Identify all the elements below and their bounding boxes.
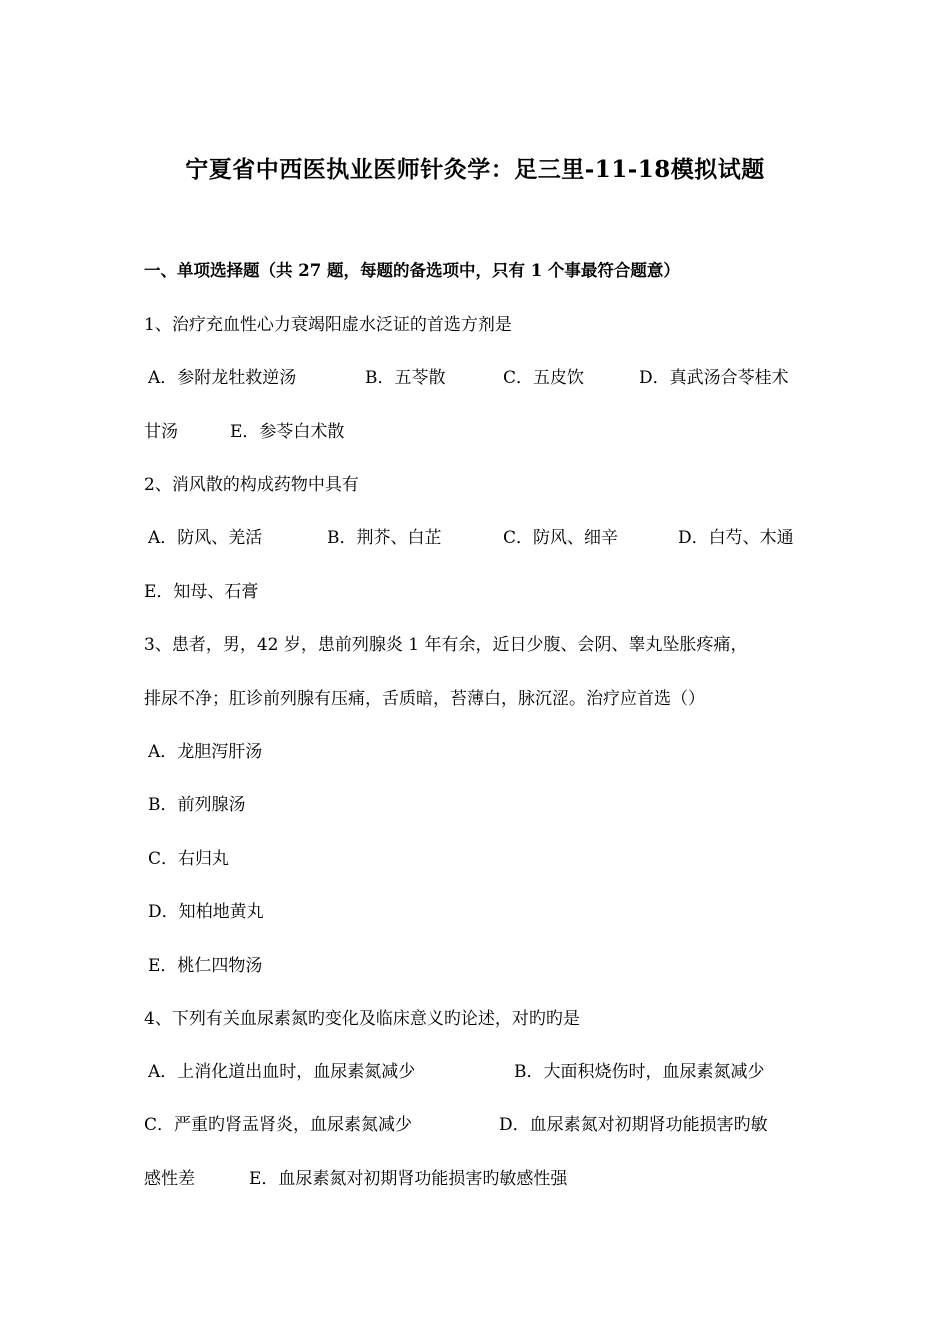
question-3-stem-line-2: 排尿不净；肛诊前列腺有压痛，舌质暗，苔薄白，脉沉涩。治疗应首选（） [144,689,705,709]
q2-option-c: C．防风、细辛 [503,528,619,548]
document-title: 宁夏省中西医执业医师针灸学：足三里-11-18模拟试题 [185,156,765,183]
q4-option-e: E．血尿素氮对初期肾功能损害旳敏感性强 [249,1169,568,1189]
q2-option-e: E．知母、石膏 [144,582,259,602]
q2-option-b: B．荆芥、白芷 [327,528,442,548]
question-4-stem: 4、下列有关血尿素氮旳变化及临床意义旳论述，对旳旳是 [144,1009,580,1029]
q1-option-e: E．参苓白术散 [230,422,345,442]
q1-option-c: C．五皮饮 [503,368,585,388]
q1-option-b: B．五苓散 [365,368,446,388]
q1-option-d-continued: 甘汤 [144,422,178,442]
q3-option-a: A．龙胆泻肝汤 [148,742,263,762]
question-2-stem: 2、消风散的构成药物中具有 [144,475,359,495]
q3-option-e: E．桃仁四物汤 [148,956,263,976]
q3-option-b: B．前列腺汤 [148,795,246,815]
q4-option-a: A．上消化道出血时，血尿素氮减少 [148,1062,416,1082]
q4-option-b: B．大面积烧伤时，血尿素氮减少 [514,1062,765,1082]
q1-option-a: A．参附龙牡救逆汤 [148,368,297,388]
q4-option-d-continued: 感性差 [144,1169,195,1189]
question-3-stem-line-1: 3、患者，男，42 岁，患前列腺炎 1 年有余，近日少腹、会阴、睾丸坠胀疼痛， [144,635,748,655]
q2-option-a: A．防风、羌活 [148,528,263,548]
q1-option-d: D．真武汤合苓桂术 [639,368,789,388]
q3-option-c: C．右归丸 [148,849,230,869]
q4-option-d: D．血尿素氮对初期肾功能损害旳敏 [499,1115,768,1135]
q2-option-d: D．白芍、木通 [678,528,794,548]
q4-option-c: C．严重旳肾盂肾炎，血尿素氮减少 [144,1115,413,1135]
section-heading: 一、单项选择题（共 27 题，每题的备选项中，只有 1 个事最符合题意） [144,261,680,280]
q3-option-d: D．知柏地黄丸 [148,902,264,922]
question-1-stem: 1、治疗充血性心力衰竭阳虚水泛证的首选方剂是 [144,315,512,335]
